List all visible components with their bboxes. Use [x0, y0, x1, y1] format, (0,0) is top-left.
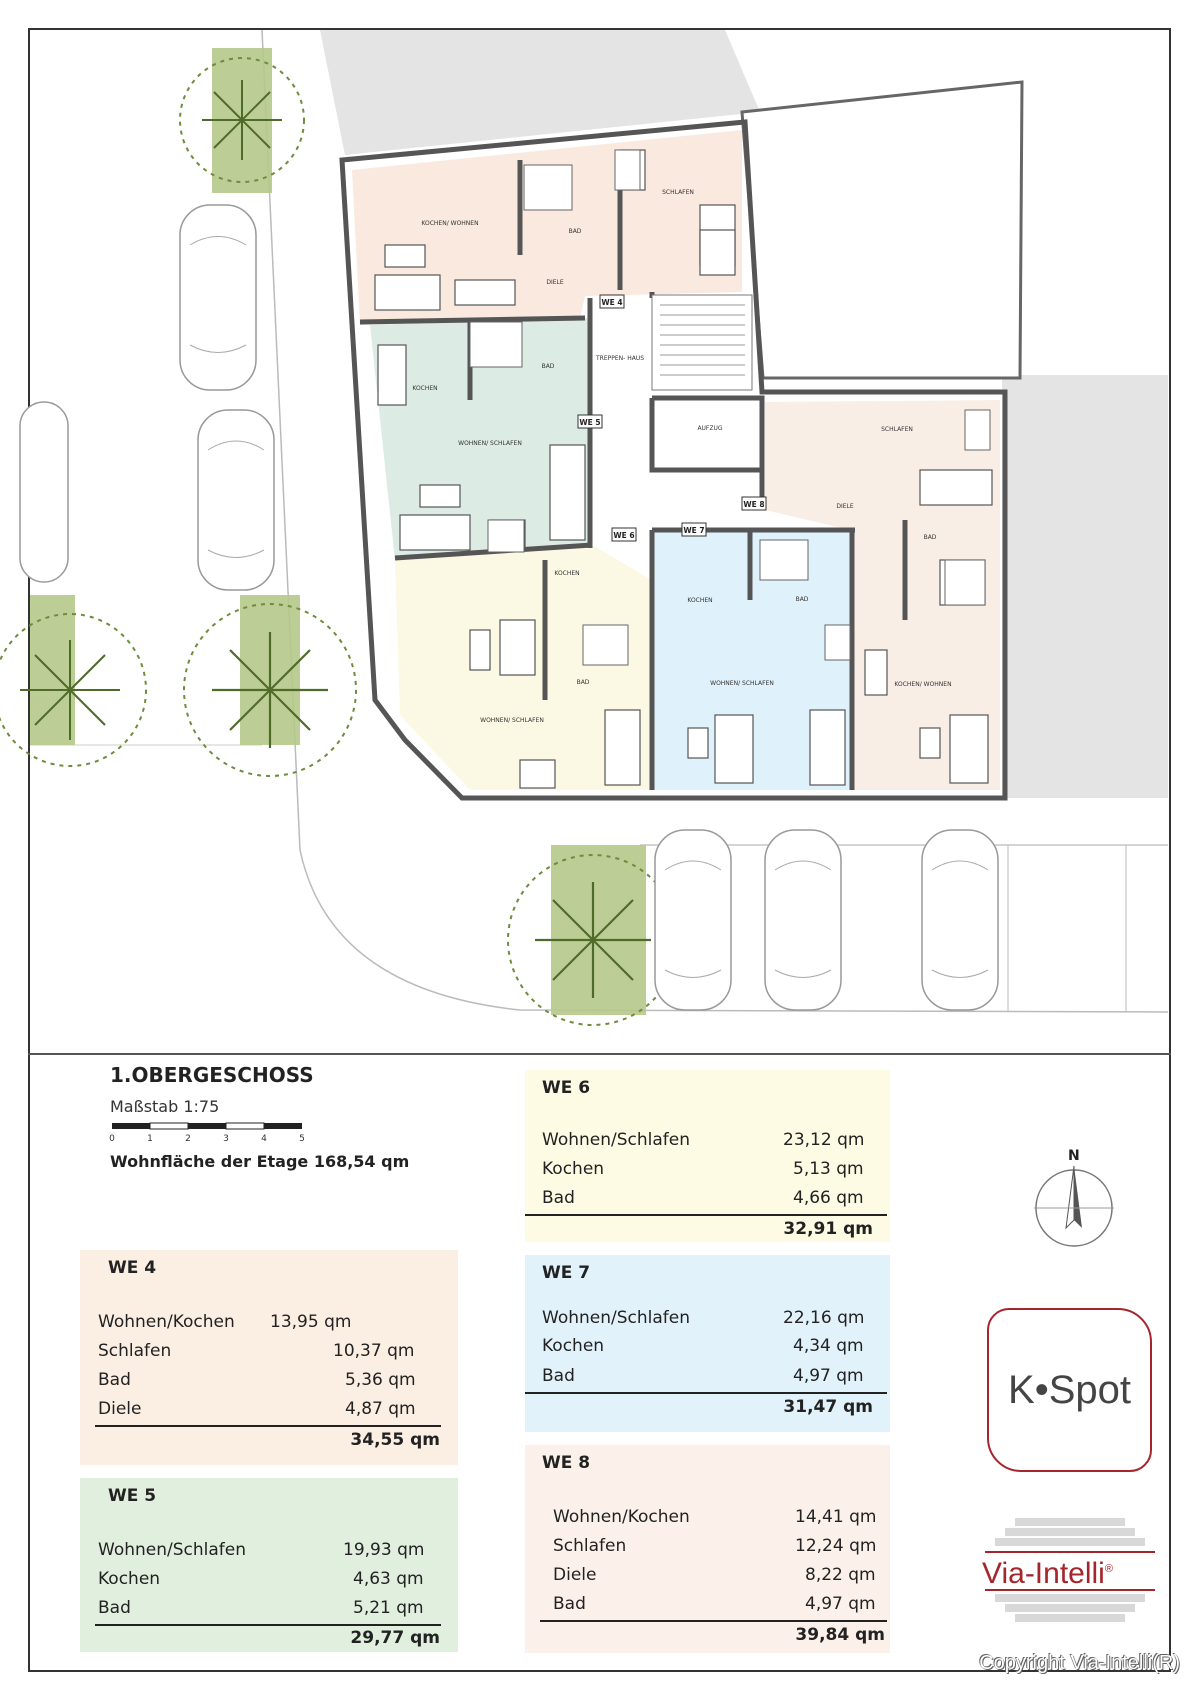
room-area: 4,63 qm: [353, 1569, 424, 1589]
room-name: Bad: [98, 1370, 131, 1390]
room-area: 10,37 qm: [333, 1341, 415, 1361]
room-name: Bad: [542, 1366, 575, 1386]
room-label: SCHLAFEN: [881, 426, 913, 433]
table-row: [80, 1312, 458, 1338]
scale-tick: 5: [299, 1134, 305, 1144]
room-label: BAD: [576, 679, 590, 686]
room-label: KOCHEN/ WOHNEN: [421, 220, 479, 227]
unit-marker: [742, 497, 766, 510]
room-label: WOHNEN/ SCHLAFEN: [480, 717, 544, 724]
svg-text:WE 4: WE 4: [601, 298, 623, 307]
room-label: KOCHEN: [687, 597, 713, 604]
unit-marker: [612, 528, 636, 541]
table-row: [525, 1594, 890, 1620]
svg-text:WE 7: WE 7: [683, 526, 705, 535]
room-label: DIELE: [546, 279, 564, 286]
floor-area: Wohnfläche der Etage 168,54 qm: [110, 1152, 410, 1171]
table-row: [80, 1341, 458, 1367]
room-area: 8,22 qm: [805, 1565, 876, 1585]
room-label: BAD: [795, 596, 809, 603]
staircase: [652, 295, 752, 390]
tree-icon: [0, 595, 146, 766]
room-area: 22,16 qm: [783, 1308, 865, 1328]
room-name: Schlafen: [98, 1341, 172, 1361]
room-label: DIELE: [836, 503, 854, 510]
room-name: Schlafen: [553, 1536, 627, 1556]
section-divider: [28, 1053, 1171, 1055]
room-name: Bad: [553, 1594, 586, 1614]
room-label: AUFZUG: [697, 425, 723, 432]
room-name: Wohnen/Schlafen: [542, 1308, 690, 1328]
terrace-outline: [742, 82, 1022, 378]
room-name: Bad: [542, 1188, 575, 1208]
room-label: KOCHEN/ WOHNEN: [894, 681, 952, 688]
tree-icon: [508, 845, 678, 1025]
scale-bar: [110, 1119, 305, 1149]
table-row: [525, 1130, 890, 1156]
table-row: [80, 1399, 458, 1425]
unit-title: WE 6: [542, 1078, 591, 1098]
room-area: 5,13 qm: [793, 1159, 864, 1179]
unit-marker: [600, 295, 624, 308]
table-row: [525, 1336, 890, 1362]
table-row: [525, 1366, 890, 1392]
table-row: [80, 1370, 458, 1396]
svg-text:WE 5: WE 5: [579, 418, 601, 427]
tree-icon: [180, 48, 304, 193]
compass-label: N: [1068, 1148, 1080, 1164]
room-name: Bad: [98, 1598, 131, 1618]
room-label: WOHNEN/ SCHLAFEN: [458, 440, 522, 447]
table-row: [525, 1308, 890, 1334]
room-name: Wohnen/Schlafen: [98, 1540, 246, 1560]
scale-tick: 1: [147, 1134, 153, 1144]
room-label: KOCHEN: [412, 385, 438, 392]
unit-table-we6: [525, 1070, 890, 1242]
unit-total: 31,47 qm: [783, 1397, 873, 1417]
scale-label: Maßstab 1:75: [110, 1097, 220, 1116]
svg-text:WE 8: WE 8: [743, 500, 765, 509]
unit-marker: [578, 415, 602, 428]
unit-title: WE 4: [108, 1258, 157, 1278]
table-row: [80, 1569, 458, 1595]
room-name: Wohnen/Schlafen: [542, 1130, 690, 1150]
unit-total: 32,91 qm: [783, 1219, 873, 1239]
unit-total: 29,77 qm: [350, 1628, 440, 1648]
table-row: [525, 1507, 890, 1533]
kspot-logo: [987, 1308, 1152, 1472]
unit-marker: [682, 523, 706, 536]
unit-table-we5: [80, 1478, 458, 1652]
floor-title: 1.OBERGESCHOSS: [110, 1063, 314, 1087]
scale-tick: 4: [261, 1134, 267, 1144]
unit-title: WE 8: [542, 1453, 591, 1473]
unit-table-we8: [525, 1445, 890, 1653]
scale-tick: 2: [185, 1134, 191, 1144]
tree-icon: [184, 595, 356, 776]
unit-table-we7: [525, 1255, 890, 1432]
copyright-notice: Copyright Via-Intelli(R): [979, 1652, 1180, 1674]
kspot-logo-text: K•Spot: [1008, 1368, 1131, 1412]
unit-total: 34,55 qm: [350, 1430, 440, 1450]
room-area: 14,41 qm: [795, 1507, 877, 1527]
room-name: Diele: [553, 1565, 597, 1585]
room-label: WOHNEN/ SCHLAFEN: [710, 680, 774, 687]
neighbour-plot-right: [1002, 375, 1168, 798]
scale-tick: 0: [109, 1134, 115, 1144]
room-label: BAD: [568, 228, 582, 235]
room-name: Wohnen/Kochen: [553, 1507, 690, 1527]
table-row: [525, 1159, 890, 1185]
room-area: 4,97 qm: [805, 1594, 876, 1614]
room-label: BAD: [923, 534, 937, 541]
table-row: [80, 1540, 458, 1566]
room-area: 4,34 qm: [793, 1336, 864, 1356]
unit-table-we4: [80, 1250, 458, 1465]
svg-text:WE 6: WE 6: [613, 531, 635, 540]
total-rule: [540, 1620, 887, 1622]
room-name: Wohnen/Kochen: [98, 1312, 235, 1332]
room-area: 4,66 qm: [793, 1188, 864, 1208]
room-name: Diele: [98, 1399, 142, 1419]
north-arrow-icon: [1024, 1148, 1124, 1248]
table-row: [80, 1598, 458, 1624]
room-area: 19,93 qm: [343, 1540, 425, 1560]
room-name: Kochen: [98, 1569, 161, 1589]
total-rule: [95, 1624, 441, 1626]
total-rule: [525, 1214, 887, 1216]
room-area: 5,21 qm: [353, 1598, 424, 1618]
table-row: [525, 1188, 890, 1214]
room-name: Kochen: [542, 1336, 605, 1356]
room-area: 4,97 qm: [793, 1366, 864, 1386]
room-area: 5,36 qm: [345, 1370, 416, 1390]
total-rule: [525, 1392, 887, 1394]
room-label: SCHLAFEN: [662, 189, 694, 196]
room-area: 13,95 qm: [270, 1312, 352, 1332]
unit-title: WE 7: [542, 1263, 591, 1283]
floor-plan: [30, 30, 1170, 1052]
scale-tick: 3: [223, 1134, 229, 1144]
total-rule: [95, 1425, 441, 1427]
room-label: BAD: [541, 363, 555, 370]
room-name: Kochen: [542, 1159, 605, 1179]
room-area: 23,12 qm: [783, 1130, 865, 1150]
table-row: [525, 1565, 890, 1591]
room-area: 12,24 qm: [795, 1536, 877, 1556]
room-label: KOCHEN: [554, 570, 580, 577]
via-intelli-logo-text: Via-Intelli®: [982, 1557, 1113, 1590]
room-label: TREPPEN- HAUS: [595, 355, 645, 362]
room-area: 4,87 qm: [345, 1399, 416, 1419]
unit-total: 39,84 qm: [795, 1625, 885, 1645]
table-row: [525, 1536, 890, 1562]
unit-title: WE 5: [108, 1486, 157, 1506]
